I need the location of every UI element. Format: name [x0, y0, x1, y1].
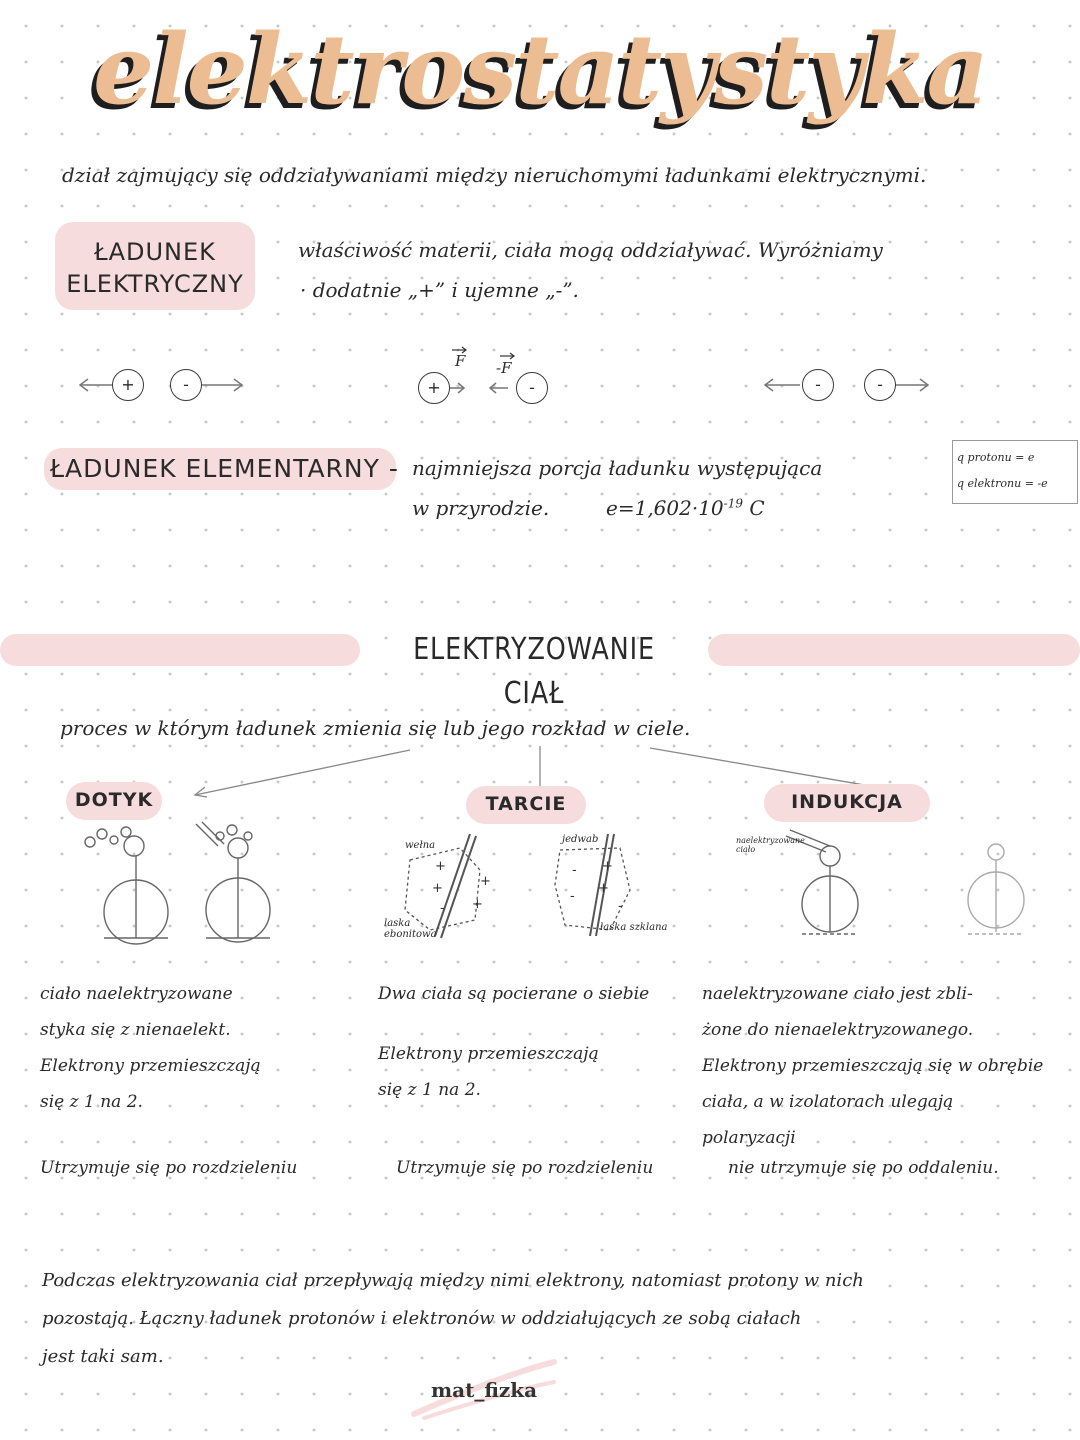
- tarcie-desc-line1: Dwa ciała są pocierane o siebie: [378, 984, 650, 1004]
- indukcja-desc-line2: żone do nienaelektryzowanego.: [702, 1020, 974, 1040]
- svg-text:-: -: [618, 899, 623, 914]
- formula-base: e=1,602·10: [606, 496, 724, 520]
- formula-exponent: -19: [723, 496, 743, 511]
- summary-line3: jest taki sam.: [42, 1346, 164, 1367]
- svg-text:+: +: [435, 859, 446, 874]
- indukcja-desc-line5: polaryzacji: [702, 1128, 796, 1148]
- svg-text:-: -: [572, 863, 577, 878]
- tarcie-note: Utrzymuje się po rozdzieleniu: [396, 1158, 654, 1178]
- watermark: mat_fizka: [430, 1378, 538, 1402]
- svg-text:+: +: [432, 881, 443, 896]
- elementary-label: ŁADUNEK ELEMENTARNY -: [50, 454, 399, 483]
- tarcie-desc-line2: Elektrony przemieszczają: [378, 1044, 599, 1064]
- dotyk-desc-line4: się z 1 na 2.: [40, 1092, 143, 1112]
- dotyk-desc-line1: ciało naelektryzowane: [40, 984, 233, 1004]
- force-label-f: F: [455, 352, 466, 370]
- svg-text:+: +: [598, 881, 609, 896]
- charge-circle-3b: -: [864, 369, 896, 401]
- pair-3-arrows: [765, 379, 928, 391]
- tarcie-desc-line3: się z 1 na 2.: [378, 1080, 481, 1100]
- elementary-desc-line2: w przyrodzie.: [412, 496, 550, 520]
- summary-line1: Podczas elektryzowania ciał przepływają między nimi elektrony, natomiast protony w nich: [42, 1270, 864, 1291]
- page-title: elektrostatystyka: [93, 13, 987, 126]
- elementary-formula: [606, 496, 765, 520]
- svg-text:-: -: [440, 901, 445, 916]
- charge-label-line1: ŁADUNEK: [94, 238, 216, 266]
- dotyk-electroscopes-illustration: [70, 820, 300, 950]
- section-definition: proces w którym ładunek zmienia się lub jego rozkład w ciele.: [60, 716, 691, 740]
- indukcja-description: [702, 976, 1072, 1156]
- intro-text: dział zajmujący się oddziaływaniami między nieruchomymi ładunkami elektrycznymi.: [62, 163, 927, 187]
- tarcie-label-ebonit: laska ebonitowa: [384, 918, 437, 940]
- indukcja-desc-line1: naelektryzowane ciało jest zbli-: [702, 984, 973, 1004]
- tarcie-label-welna: wełna: [405, 840, 436, 851]
- svg-text:+: +: [480, 874, 491, 889]
- method-indukcja-label: INDUKCJA: [791, 791, 903, 813]
- method-dotyk-label: DOTYK: [74, 789, 154, 811]
- charge-desc-line2: · dodatnie „+” i ujemne „-”.: [300, 278, 579, 302]
- charge-values-box: [952, 440, 1078, 504]
- charge-label-line2: ELEKTRYCZNY: [66, 270, 244, 298]
- section-title: ELEKTRYZOWANIE CIAŁ: [413, 632, 655, 711]
- method-tarcie-label: TARCIE: [485, 793, 567, 815]
- charge-circle-2b: -: [516, 372, 548, 404]
- charge-label: [55, 236, 255, 300]
- charge-circle-2a: +: [418, 372, 450, 404]
- dotyk-note: Utrzymuje się po rozdzieleniu: [40, 1158, 298, 1178]
- indukcja-label: naelektryzowane ciało: [736, 836, 805, 854]
- charge-circle-1a: +: [112, 369, 144, 401]
- dotyk-desc-line3: Elektrony przemieszczają: [40, 1056, 261, 1076]
- indukcja-desc-line4: ciała, a w izolatorach ulegają: [702, 1092, 954, 1112]
- pair-1-arrows: [80, 379, 242, 391]
- elementary-desc-line1: najmniejsza porcja ładunku występująca: [412, 456, 823, 480]
- svg-text:+: +: [472, 897, 483, 912]
- tarcie-label-jedwab: jedwab: [562, 834, 599, 845]
- formula-unit: C: [749, 496, 765, 520]
- box-line2: q elektronu = -e: [957, 477, 1048, 490]
- tarcie-description: [378, 976, 698, 1108]
- svg-text:-: -: [570, 889, 575, 904]
- force-label-minus-f: -F: [496, 359, 512, 377]
- dotyk-description: [40, 976, 360, 1120]
- box-line1: q protonu = e: [957, 451, 1035, 464]
- summary-line2: pozostają. Łączny ładunek protonów i elektronów w oddziałujących ze sobą ciałach: [42, 1308, 802, 1329]
- indukcja-note: nie utrzymuje się po oddaleniu.: [728, 1158, 999, 1178]
- section-bar-left: [0, 634, 360, 666]
- charge-circle-3a: -: [802, 369, 834, 401]
- charge-circle-1b: -: [170, 369, 202, 401]
- tarcie-label-szklana: laska szklana: [600, 922, 668, 933]
- indukcja-desc-line3: Elektrony przemieszczają się w obrębie: [702, 1056, 1044, 1076]
- svg-text:+: +: [602, 859, 613, 874]
- dotyk-desc-line2: styka się z nienaelekt.: [40, 1020, 231, 1040]
- charge-desc-line1: właściwość materii, ciała mogą oddziaływać. Wyróżniamy: [298, 238, 883, 262]
- section-bar-right: [708, 634, 1080, 666]
